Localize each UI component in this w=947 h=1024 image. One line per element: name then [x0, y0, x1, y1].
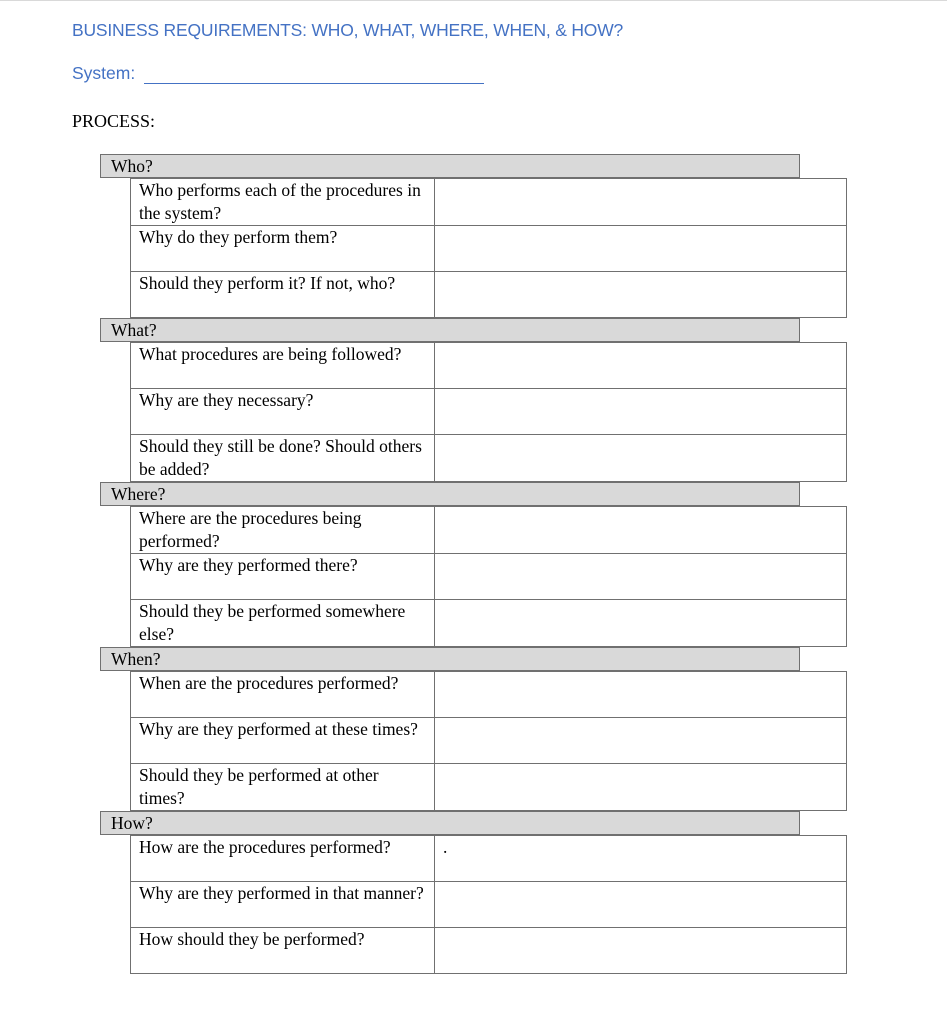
- section-header-when: When?: [100, 647, 800, 671]
- table-row: [131, 389, 847, 435]
- table-row: [131, 507, 847, 554]
- section-header-who: Who?: [100, 154, 800, 178]
- question-cell: Why are they performed at these times?: [131, 718, 435, 764]
- process-label: PROCESS:: [72, 111, 156, 131]
- table-row: [131, 672, 847, 718]
- system-input-line[interactable]: [144, 83, 484, 84]
- answer-cell[interactable]: [435, 600, 847, 647]
- answer-cell[interactable]: [435, 764, 847, 811]
- answer-cell[interactable]: [435, 554, 847, 600]
- system-label: System:: [72, 63, 136, 83]
- question-cell: How are the procedures performed?: [131, 836, 435, 882]
- section-header-what: What?: [100, 318, 800, 342]
- table-row: [131, 764, 847, 811]
- question-cell: Should they be performed somewhere else?: [131, 600, 435, 647]
- answer-cell[interactable]: [435, 179, 847, 226]
- section-table-what: [130, 342, 847, 482]
- question-cell: Who performs each of the procedures in the system?: [131, 179, 435, 226]
- page-top-border: [0, 0, 947, 1]
- answer-cell[interactable]: [435, 272, 847, 318]
- table-row: [131, 554, 847, 600]
- question-cell: How should they be performed?: [131, 928, 435, 974]
- question-cell: What procedures are being followed?: [131, 343, 435, 389]
- table-row: [131, 226, 847, 272]
- question-cell: When are the procedures performed?: [131, 672, 435, 718]
- answer-cell[interactable]: [435, 343, 847, 389]
- table-row: [131, 600, 847, 647]
- document-title: BUSINESS REQUIREMENTS: WHO, WHAT, WHERE, WHEN, & HOW?: [72, 20, 624, 40]
- section-table-when: [130, 671, 847, 811]
- section-header-how: How?: [100, 811, 800, 835]
- table-row: [131, 836, 847, 882]
- question-cell: Why are they necessary?: [131, 389, 435, 435]
- question-cell: Should they perform it? If not, who?: [131, 272, 435, 318]
- question-cell: Why are they performed there?: [131, 554, 435, 600]
- answer-cell[interactable]: [435, 672, 847, 718]
- system-field-row: [72, 63, 484, 87]
- question-cell: Why do they perform them?: [131, 226, 435, 272]
- question-cell: Should they be performed at other times?: [131, 764, 435, 811]
- table-row: [131, 343, 847, 389]
- section-table-who: [130, 178, 847, 318]
- answer-cell[interactable]: .: [435, 836, 847, 882]
- table-row: [131, 179, 847, 226]
- question-cell: Where are the procedures being performed?: [131, 507, 435, 554]
- table-row: [131, 718, 847, 764]
- table-row: [131, 272, 847, 318]
- table-row: [131, 928, 847, 974]
- answer-cell[interactable]: [435, 928, 847, 974]
- answer-cell[interactable]: [435, 507, 847, 554]
- section-header-where: Where?: [100, 482, 800, 506]
- question-cell: Should they still be done? Should others be added?: [131, 435, 435, 482]
- table-row: [131, 435, 847, 482]
- table-row: [131, 882, 847, 928]
- answer-cell[interactable]: [435, 718, 847, 764]
- answer-cell[interactable]: [435, 389, 847, 435]
- section-table-how: [130, 835, 847, 974]
- section-table-where: [130, 506, 847, 647]
- answer-cell[interactable]: [435, 882, 847, 928]
- answer-cell[interactable]: [435, 226, 847, 272]
- answer-cell[interactable]: [435, 435, 847, 482]
- requirements-form: [100, 154, 846, 974]
- question-cell: Why are they performed in that manner?: [131, 882, 435, 928]
